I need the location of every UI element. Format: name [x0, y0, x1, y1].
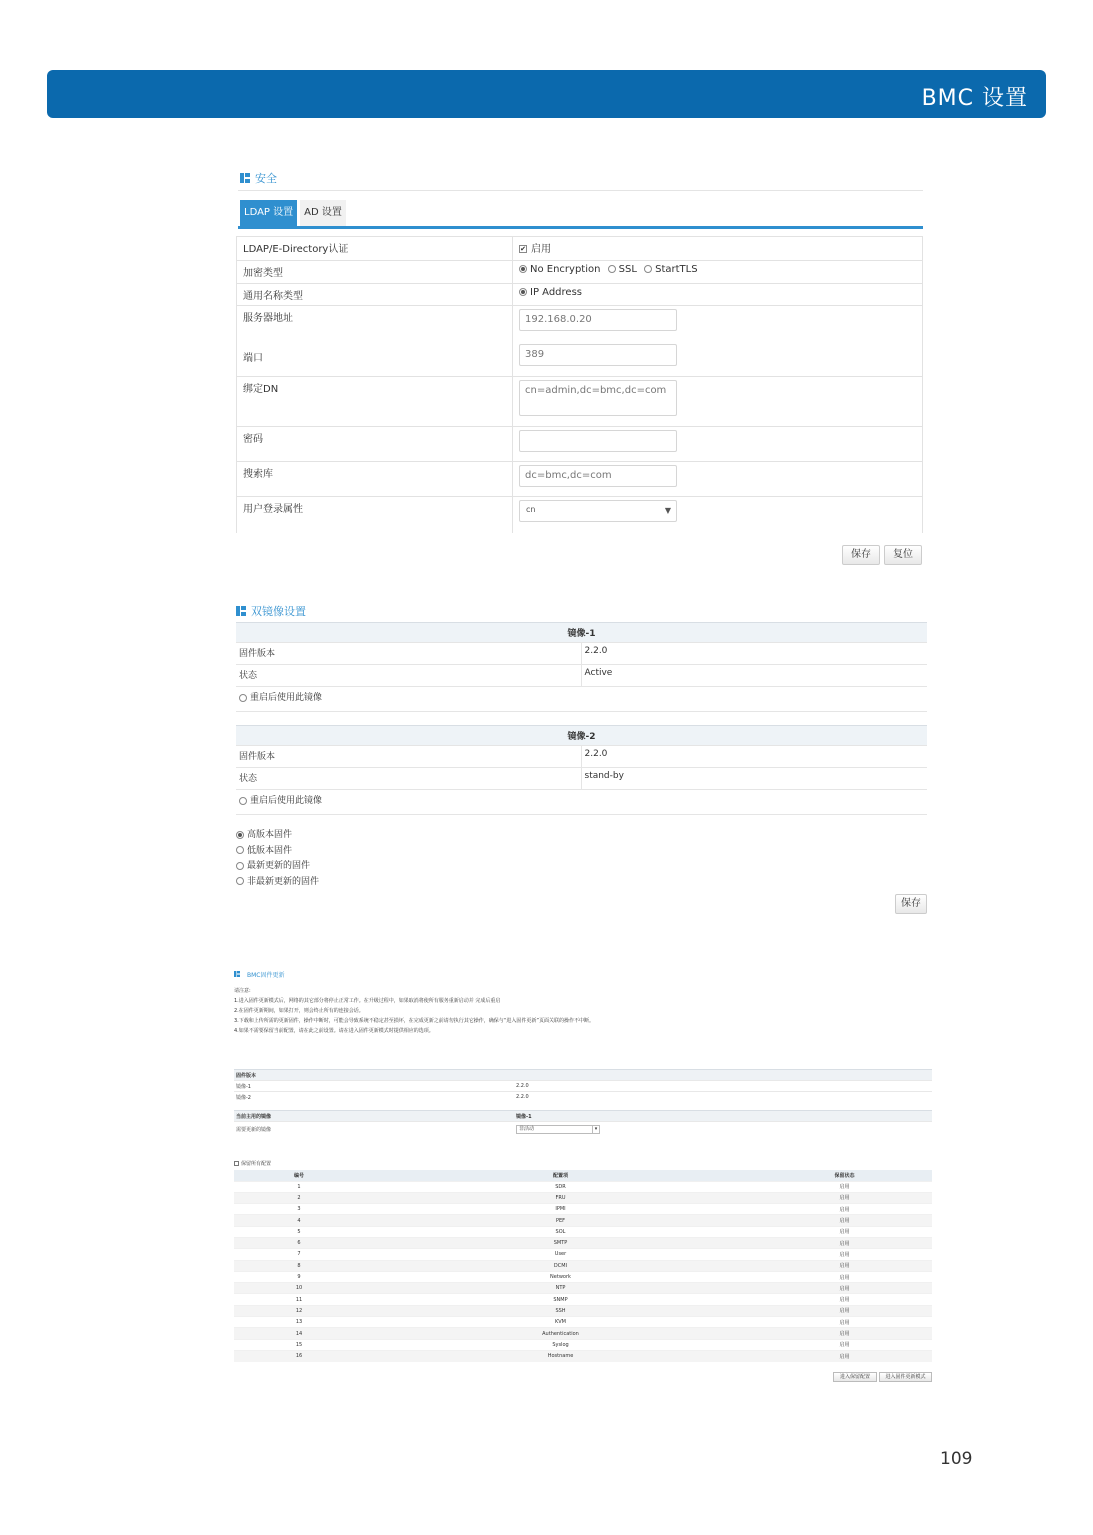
cfg-status: 启用	[757, 1204, 932, 1215]
mirror-2-fw-value: 2.2.0	[581, 746, 927, 768]
image-to-update-label: 需要更新的镜像	[234, 1122, 514, 1138]
table-row	[234, 1305, 932, 1316]
cfg-status: 启用	[757, 1283, 932, 1294]
port-input[interactable]: 389	[519, 344, 677, 366]
table-row	[234, 1181, 932, 1192]
cfg-status: 启用	[757, 1294, 932, 1305]
option-label: 高版本固件	[247, 830, 293, 840]
note-line: 1.进入固件更新模式后，网络的其它部分将停止正常工作。在升级过程中，如果取消将使所有服务重新启动并 完成后重启	[234, 998, 501, 1004]
login-attr-cell	[513, 497, 923, 533]
preserve-config-label: 保留所有配置	[241, 1161, 272, 1167]
option-radio[interactable]	[236, 831, 244, 839]
login-attr-value: cn	[526, 505, 536, 514]
page-number: 109	[940, 1449, 973, 1469]
search-base-cell	[513, 462, 923, 497]
option-not-latest-updated[interactable]	[236, 875, 319, 891]
option-label: 非最新更新的固件	[247, 876, 320, 887]
cfg-item: SSH	[364, 1305, 757, 1316]
preserve-config-rows	[234, 1181, 932, 1362]
starttls-radio[interactable]	[644, 265, 652, 273]
option-radio[interactable]	[236, 846, 244, 854]
dropdown-arrow-icon: ▾	[592, 1126, 599, 1133]
cfg-item: SNMP	[364, 1294, 757, 1305]
cfg-item: SDR	[364, 1181, 757, 1192]
table-row	[234, 1192, 932, 1203]
security-section-title	[240, 170, 277, 186]
cfg-status: 启用	[757, 1181, 932, 1192]
firmware-version-table	[234, 1069, 932, 1103]
enter-update-mode-button[interactable]: 进入固件更新模式	[879, 1372, 932, 1382]
option-latest-updated[interactable]	[236, 859, 319, 875]
panel-icon	[234, 971, 240, 977]
mirror-1-state-value: Active	[581, 665, 927, 687]
cfg-number: 3	[234, 1204, 364, 1215]
mirror-1-header: 镜像-1	[236, 623, 927, 643]
cfg-number: 11	[234, 1294, 364, 1305]
ldap-settings-table	[236, 236, 923, 533]
encryption-options	[513, 261, 923, 284]
mirror-2-state-label: 状态	[236, 768, 581, 790]
security-tabs	[240, 200, 346, 226]
mirror-2-boot-row	[236, 790, 927, 815]
preserve-config-table	[234, 1170, 932, 1362]
fw-row-value: 2.2.0	[514, 1081, 932, 1092]
auth-label: LDAP/E-Directory认证	[237, 237, 513, 261]
panel-icon	[236, 606, 246, 616]
fw-row-name: 镜像-1	[234, 1081, 514, 1092]
ssl-label: SSL	[618, 264, 637, 275]
cfg-status: 启用	[757, 1249, 932, 1260]
cfg-number: 1	[234, 1181, 364, 1192]
col-item-header: 配置项	[364, 1170, 757, 1181]
security-title-text: 安全	[255, 172, 277, 185]
section-divider	[238, 190, 923, 191]
mirror-save-button[interactable]: 保存	[895, 894, 927, 914]
col-number-header: 编号	[234, 1170, 364, 1181]
no-encryption-label: No Encryption	[530, 264, 601, 275]
note-line: 请注意:	[234, 988, 251, 994]
mirror-2-boot-label: 重启后使用此镜像	[250, 796, 323, 806]
option-lower-version[interactable]	[236, 844, 319, 860]
cfg-number: 15	[234, 1339, 364, 1350]
image-to-update-select[interactable]	[516, 1125, 600, 1134]
cfg-number: 4	[234, 1215, 364, 1226]
cfg-item: NTP	[364, 1283, 757, 1294]
cfg-item: KVM	[364, 1317, 757, 1328]
password-input[interactable]	[519, 430, 677, 452]
ldap-save-button[interactable]: 保存	[842, 545, 880, 565]
cfg-status: 启用	[757, 1215, 932, 1226]
common-name-value	[513, 284, 923, 306]
note-line: 3.下载和上传所需的更新固件，操作中断时，可能会导致系统不稳定甚至损坏，在完成更新之前请勿执行其它操作，确保与“进入固件更新”页面关联的操作不中断。	[234, 1018, 594, 1024]
panel-icon	[240, 173, 250, 183]
cfg-number: 12	[234, 1305, 364, 1316]
table-row	[234, 1271, 932, 1282]
bind-dn-label: 绑定DN	[237, 377, 513, 427]
search-base-input[interactable]: dc=bmc,dc=com	[519, 465, 677, 487]
password-cell	[513, 427, 923, 462]
bind-dn-cell	[513, 377, 923, 427]
mirror-2-fw-label: 固件版本	[236, 746, 581, 768]
cfg-status: 启用	[757, 1339, 932, 1350]
note-line: 2.在固件更新期间，如果打开，则会终止所有的连接会话。	[234, 1008, 364, 1014]
fw-row-value: 2.2.0	[514, 1092, 932, 1103]
bind-dn-textarea[interactable]: cn=admin,dc=bmc,dc=com	[519, 380, 677, 416]
page-title: BMC 设置	[921, 86, 1028, 111]
mirror-1-boot-row	[236, 687, 927, 712]
server-port-inputs	[513, 306, 923, 377]
active-image-value: 镜像-1	[514, 1111, 932, 1122]
table-row	[234, 1226, 932, 1237]
option-label: 低版本固件	[247, 845, 293, 856]
dual-mirror-title-text: 双镜像设置	[251, 605, 306, 618]
table-row	[234, 1215, 932, 1226]
cfg-number: 5	[234, 1226, 364, 1237]
ssl-radio[interactable]	[608, 265, 616, 273]
table-row	[234, 1317, 932, 1328]
ip-address-radio[interactable]	[519, 288, 527, 296]
option-radio[interactable]	[236, 862, 244, 870]
active-image-header: 当前主用的镜像	[234, 1111, 514, 1122]
server-port-labels	[237, 306, 513, 377]
password-label: 密码	[237, 427, 513, 462]
option-radio[interactable]	[236, 877, 244, 885]
cfg-item: Network	[364, 1271, 757, 1282]
mirror-2-boot-radio[interactable]	[239, 797, 247, 805]
server-address-input[interactable]: 192.168.0.20	[519, 309, 677, 331]
firmware-update-title-text: BMC固件更新	[247, 971, 285, 979]
firmware-preference-options	[236, 828, 319, 890]
common-name-label: 通用名称类型	[237, 284, 513, 306]
image-to-update-cell	[514, 1122, 932, 1138]
cfg-item: Authentication	[364, 1328, 757, 1339]
cfg-status: 启用	[757, 1237, 932, 1248]
mirror-2-state-value: stand-by	[581, 768, 927, 790]
note-line: 4.如果不需要保留当前配置，请在此之前设置。请在进入固件更新模式时提供相应的选项。	[234, 1028, 434, 1034]
cfg-number: 9	[234, 1271, 364, 1282]
option-label: 最新更新的固件	[247, 861, 311, 871]
encryption-label: 加密类型	[237, 261, 513, 284]
table-row	[234, 1204, 932, 1215]
cfg-status: 启用	[757, 1271, 932, 1282]
header-banner	[47, 70, 1046, 118]
preserve-config-title	[234, 1160, 271, 1167]
table-row	[234, 1339, 932, 1350]
cfg-number: 13	[234, 1317, 364, 1328]
auth-value	[513, 237, 923, 261]
cfg-status: 启用	[757, 1226, 932, 1237]
dual-mirror-section-title	[236, 603, 306, 619]
ldap-reset-button[interactable]: 复位	[884, 545, 922, 565]
active-image-table	[234, 1110, 932, 1138]
tab-ad-settings[interactable]: AD 设置	[300, 200, 346, 226]
dropdown-arrow-icon: ▼	[664, 506, 671, 515]
cfg-status: 启用	[757, 1305, 932, 1316]
cfg-number: 8	[234, 1260, 364, 1271]
table-row	[234, 1249, 932, 1260]
cfg-item: FRU	[364, 1192, 757, 1203]
mirror-1-state-label: 状态	[236, 665, 581, 687]
firmware-update-section-title	[234, 969, 284, 979]
cfg-status: 启用	[757, 1192, 932, 1203]
port-label: 端口	[243, 353, 263, 364]
table-row	[234, 1237, 932, 1248]
cfg-item: Syslog	[364, 1339, 757, 1350]
option-higher-version[interactable]	[236, 828, 319, 844]
cfg-number: 7	[234, 1249, 364, 1260]
mirror-1-table	[236, 622, 927, 712]
image-to-update-value: 非活动	[519, 1126, 535, 1133]
cfg-number: 2	[234, 1192, 364, 1203]
mirror-2-table	[236, 725, 927, 815]
table-row	[234, 1294, 932, 1305]
enable-checkbox[interactable]: ✔	[520, 245, 526, 253]
cfg-item: SMTP	[364, 1237, 757, 1248]
enable-label: 启用	[531, 244, 551, 255]
table-row	[234, 1350, 932, 1361]
cfg-item: PEF	[364, 1215, 757, 1226]
mirror-1-fw-value: 2.2.0	[581, 643, 927, 665]
login-attr-select[interactable]	[519, 500, 677, 522]
update-notes	[234, 986, 594, 1036]
cfg-status: 启用	[757, 1328, 932, 1339]
cfg-status: 启用	[757, 1350, 932, 1361]
starttls-label: StartTLS	[655, 264, 698, 275]
mirror-1-boot-label: 重启后使用此镜像	[250, 693, 323, 703]
table-row	[234, 1260, 932, 1271]
mirror-1-boot-radio[interactable]	[239, 694, 247, 702]
cfg-item: User	[364, 1249, 757, 1260]
cfg-status: 启用	[757, 1260, 932, 1271]
search-base-label: 搜索库	[237, 462, 513, 497]
tab-underline	[238, 226, 923, 229]
col-status-header: 保留状态	[757, 1170, 932, 1181]
mirror-1-fw-label: 固件版本	[236, 643, 581, 665]
table-row	[234, 1283, 932, 1294]
cfg-number: 6	[234, 1237, 364, 1248]
fw-row-name: 镜像-2	[234, 1092, 514, 1103]
preserve-config-button[interactable]: 进入保留配置	[833, 1372, 877, 1382]
fw-table-header: 固件版本	[234, 1070, 932, 1081]
cfg-item: SOL	[364, 1226, 757, 1237]
table-row	[234, 1328, 932, 1339]
cfg-number: 14	[234, 1328, 364, 1339]
cfg-status: 启用	[757, 1317, 932, 1328]
mirror-2-header: 镜像-2	[236, 726, 927, 746]
cfg-item: IPMI	[364, 1204, 757, 1215]
cfg-number: 10	[234, 1283, 364, 1294]
server-label: 服务器地址	[243, 313, 293, 324]
login-attr-label: 用户登录属性	[237, 497, 513, 533]
no-encryption-radio[interactable]	[519, 265, 527, 273]
cfg-number: 16	[234, 1350, 364, 1361]
tab-ldap-settings[interactable]: LDAP 设置	[240, 200, 297, 226]
preserve-all-checkbox[interactable]	[234, 1161, 239, 1166]
cfg-item: DCMI	[364, 1260, 757, 1271]
ip-address-label: IP Address	[530, 287, 582, 298]
cfg-item: Hostname	[364, 1350, 757, 1361]
